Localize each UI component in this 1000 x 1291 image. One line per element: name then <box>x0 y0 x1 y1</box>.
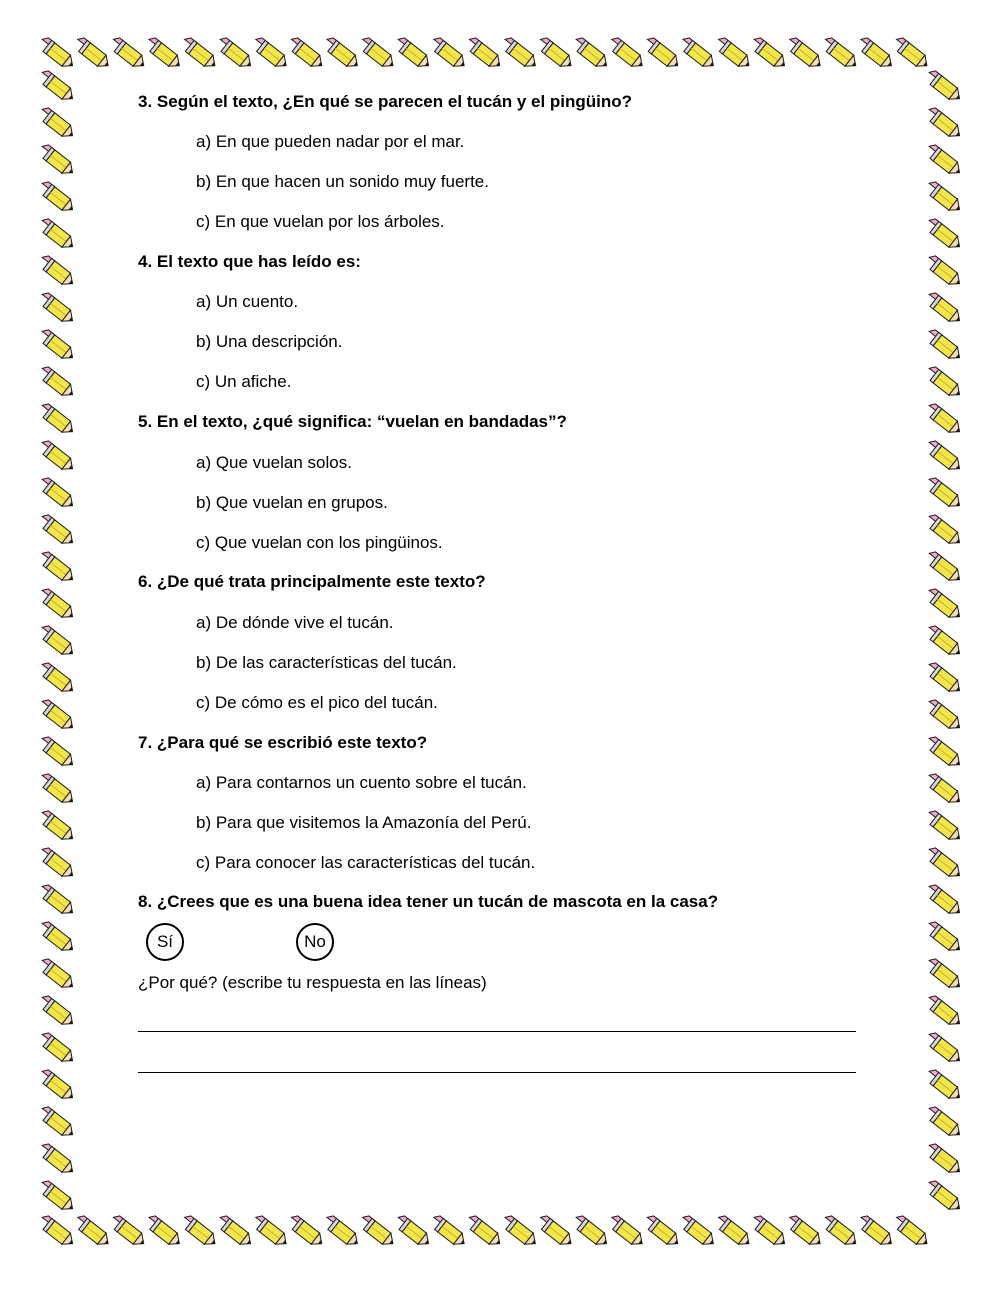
question-4-option-a: a) Un cuento. <box>196 292 299 311</box>
question-3-option-b: b) En que hacen un sonido muy fuerte. <box>196 172 489 191</box>
no-choice[interactable]: No <box>296 923 334 961</box>
question-7-option-c: c) Para conocer las características del tucán. <box>196 853 536 872</box>
question-5-option-b: b) Que vuelan en grupos. <box>196 493 388 512</box>
question-5-option-a: a) Que vuelan solos. <box>196 453 352 472</box>
yes-choice[interactable]: Sí <box>146 923 184 961</box>
question-3-option-a: a) En que pueden nadar por el mar. <box>196 132 465 151</box>
question-6-option-c: c) De cómo es el pico del tucán. <box>196 693 438 712</box>
question-8: 8. ¿Crees que es una buena idea tener un tucán de mascota en la casa? <box>138 892 719 911</box>
answer-line-1[interactable] <box>138 1031 856 1032</box>
question-7-option-a: a) Para contarnos un cuento sobre el tucán. <box>196 773 527 792</box>
question-6: 6. ¿De qué trata principalmente este texto? <box>138 572 486 591</box>
question-4-option-b: b) Una descripción. <box>196 332 343 351</box>
question-4: 4. El texto que has leído es: <box>138 252 361 271</box>
question-7: 7. ¿Para qué se escribió este texto? <box>138 733 428 752</box>
answer-line-2[interactable] <box>138 1072 856 1073</box>
question-3: 3. Según el texto, ¿En qué se parecen el tucán y el pingüino? <box>138 92 633 111</box>
question-5-option-c: c) Que vuelan con los pingüinos. <box>196 533 443 552</box>
question-3-option-c: c) En que vuelan por los árboles. <box>196 212 445 231</box>
why-prompt: ¿Por qué? (escribe tu respuesta en las líneas) <box>138 973 487 992</box>
question-7-option-b: b) Para que visitemos la Amazonía del Perú. <box>196 813 532 832</box>
question-6-option-b: b) De las características del tucán. <box>196 653 457 672</box>
question-6-option-a: a) De dónde vive el tucán. <box>196 613 394 632</box>
question-4-option-c: c) Un afiche. <box>196 372 292 391</box>
question-5: 5. En el texto, ¿qué significa: “vuelan en bandadas”? <box>138 412 567 431</box>
